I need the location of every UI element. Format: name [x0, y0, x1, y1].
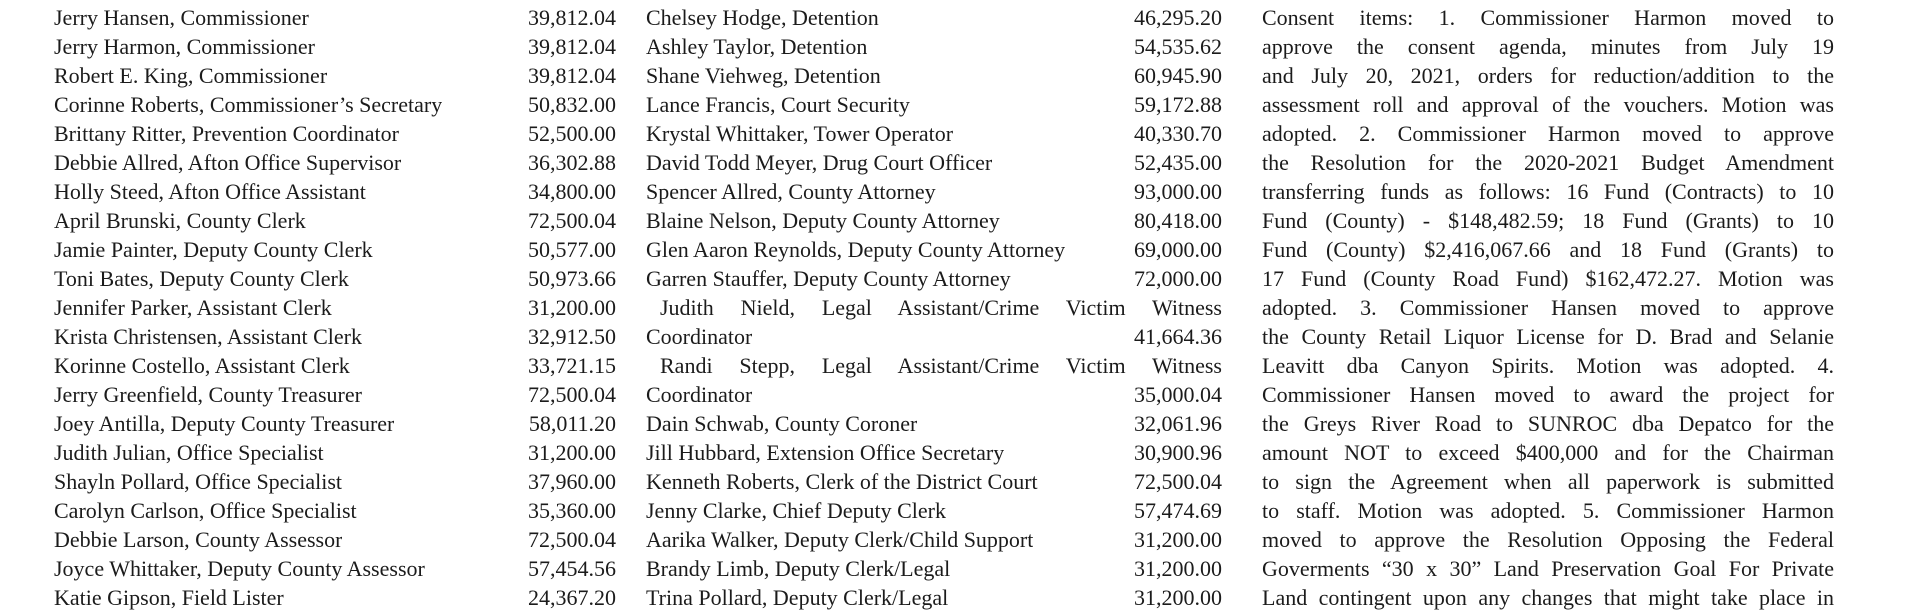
salary-row: [54, 409, 616, 438]
employee-name: Garren Stauffer, Deputy County Attorney: [646, 266, 1011, 291]
employee-name: Jerry Hansen, Commissioner: [54, 5, 309, 30]
salary-amount: 33,721.15: [528, 353, 616, 378]
salary-row: [54, 90, 616, 119]
employee-name-wrapped: Randi Stepp, Legal Assistant/Crime Victim Witness: [660, 353, 1222, 378]
minutes-line: amount NOT to exceed $400,000 and for the Chairman: [1262, 440, 1834, 465]
employee-name: Carolyn Carlson, Office Specialist: [54, 498, 357, 523]
minutes-line: the Resolution for the 2020-2021 Budget Amendment: [1262, 150, 1834, 175]
salary-amount: 32,912.50: [528, 324, 616, 349]
salary-amount: 72,500.04: [528, 208, 616, 233]
employee-name: Aarika Walker, Deputy Clerk/Child Support: [646, 527, 1034, 552]
minutes-line: to sign the Agreement when all paperwork is submitted: [1262, 469, 1834, 494]
salary-row: [54, 177, 616, 206]
employee-name: Robert E. King, Commissioner: [54, 63, 328, 88]
salary-amount: 69,000.00: [1134, 237, 1222, 262]
salary-amount: 39,812.04: [528, 5, 616, 30]
employee-name: Shane Viehweg, Detention: [646, 63, 881, 88]
salary-row: [646, 206, 1222, 235]
employee-name: Debbie Allred, Afton Office Supervisor: [54, 150, 402, 175]
salary-amount: 50,973.66: [528, 266, 616, 291]
minutes-line: Fund (County) - $148,482.59; 18 Fund (Grants) to 10: [1262, 208, 1834, 233]
salary-amount: 72,000.00: [1134, 266, 1222, 291]
salary-amount: 50,577.00: [528, 237, 616, 262]
salary-amount: 72,500.04: [528, 527, 616, 552]
salary-column-middle: [646, 3, 1222, 612]
employee-name: Jennifer Parker, Assistant Clerk: [54, 295, 332, 320]
employee-name: Jamie Painter, Deputy County Clerk: [54, 237, 373, 262]
salary-row: [646, 322, 1222, 351]
employee-name: Corinne Roberts, Commissioner’s Secretary: [54, 92, 443, 117]
salary-amount: 40,330.70: [1134, 121, 1222, 146]
salary-row: [646, 119, 1222, 148]
minutes-line: adopted. 2. Commissioner Harmon moved to approve: [1262, 121, 1834, 146]
employee-name: Lance Francis, Court Security: [646, 92, 910, 117]
employee-name: Glen Aaron Reynolds, Deputy County Attorney: [646, 237, 1066, 262]
employee-name: Holly Steed, Afton Office Assistant: [54, 179, 366, 204]
minutes-line: the County Retail Liquor License for D. Brad and Selanie: [1262, 324, 1834, 349]
salary-row: [646, 3, 1222, 32]
salary-row: [646, 496, 1222, 525]
salary-column-left: [54, 3, 616, 612]
employee-name: Ashley Taylor, Detention: [646, 34, 868, 59]
salary-row: [54, 438, 616, 467]
salary-row: [54, 322, 616, 351]
salary-amount: 31,200.00: [1134, 556, 1222, 581]
salary-row: [646, 177, 1222, 206]
minutes-line: Commissioner Hansen moved to award the project for: [1262, 382, 1834, 407]
employee-name: Brandy Limb, Deputy Clerk/Legal: [646, 556, 951, 581]
employee-name: Jill Hubbard, Extension Office Secretary: [646, 440, 1005, 465]
employee-name: Chelsey Hodge, Detention: [646, 5, 879, 30]
salary-amount: 32,061.96: [1134, 411, 1222, 436]
minutes-line: 17 Fund (County Road Fund) $162,472.27. Motion was: [1262, 266, 1834, 291]
minutes-line: Goverments “30 x 30” Land Preservation Goal For Private: [1262, 556, 1834, 581]
salary-row: [54, 525, 616, 554]
salary-row: [54, 3, 616, 32]
employee-name: Judith Julian, Office Specialist: [54, 440, 324, 465]
employee-name: Korinne Costello, Assistant Clerk: [54, 353, 350, 378]
salary-amount: 93,000.00: [1134, 179, 1222, 204]
salary-row: [54, 554, 616, 583]
salary-amount: 80,418.00: [1134, 208, 1222, 233]
salary-amount: 34,800.00: [528, 179, 616, 204]
minutes-line: Land contingent upon any changes that might take place in: [1262, 585, 1834, 610]
employee-name: Debbie Larson, County Assessor: [54, 527, 343, 552]
minutes-line: Leavitt dba Canyon Spirits. Motion was adopted. 4.: [1262, 353, 1834, 378]
salary-amount: 37,960.00: [528, 469, 616, 494]
minutes-line: moved to approve the Resolution Opposing the Federal: [1262, 527, 1834, 552]
employee-name: Toni Bates, Deputy County Clerk: [54, 266, 349, 291]
salary-row: [646, 467, 1222, 496]
employee-name: Trina Pollard, Deputy Clerk/Legal: [646, 585, 949, 610]
employee-name: Jenny Clarke, Chief Deputy Clerk: [646, 498, 946, 523]
salary-amount: 39,812.04: [528, 63, 616, 88]
employee-name: Blaine Nelson, Deputy County Attorney: [646, 208, 1000, 233]
employee-name: Joey Antilla, Deputy County Treasurer: [54, 411, 395, 436]
salary-row: [54, 119, 616, 148]
salary-row: [646, 409, 1222, 438]
salary-row: [646, 525, 1222, 554]
salary-amount: 39,812.04: [528, 34, 616, 59]
salary-amount: 31,200.00: [528, 440, 616, 465]
salary-amount: 72,500.04: [1134, 469, 1222, 494]
salary-row: [646, 380, 1222, 409]
salary-amount: 35,360.00: [528, 498, 616, 523]
salary-amount: 36,302.88: [528, 150, 616, 175]
employee-name: Spencer Allred, County Attorney: [646, 179, 936, 204]
salary-row: [646, 554, 1222, 583]
salary-row: [54, 148, 616, 177]
employee-name: David Todd Meyer, Drug Court Officer: [646, 150, 993, 175]
salary-row: [646, 438, 1222, 467]
salary-row: [646, 264, 1222, 293]
minutes-line: assessment roll and approval of the vouchers. Motion was: [1262, 92, 1834, 117]
salary-amount: 35,000.04: [1134, 382, 1222, 407]
salary-row: [54, 496, 616, 525]
salary-amount: 52,500.00: [528, 121, 616, 146]
employee-name: Coordinator: [646, 324, 753, 349]
salary-amount: 50,832.00: [528, 92, 616, 117]
employee-name: Joyce Whittaker, Deputy County Assessor: [54, 556, 425, 581]
salary-amount: 58,011.20: [528, 411, 616, 436]
minutes-line: approve the consent agenda, minutes from July 19: [1262, 34, 1834, 59]
salary-row: [54, 467, 616, 496]
employee-name: Kenneth Roberts, Clerk of the District Court: [646, 469, 1038, 494]
salary-amount: 72,500.04: [528, 382, 616, 407]
minutes-line: the Greys River Road to SUNROC dba Depatco for the: [1262, 411, 1834, 436]
employee-name: April Brunski, County Clerk: [54, 208, 306, 233]
salary-amount: 30,900.96: [1134, 440, 1222, 465]
minutes-line: adopted. 3. Commissioner Hansen moved to approve: [1262, 295, 1834, 320]
employee-name: Krystal Whittaker, Tower Operator: [646, 121, 954, 146]
salary-row: [646, 583, 1222, 612]
employee-name: Katie Gipson, Field Lister: [54, 585, 284, 610]
minutes-line: and July 20, 2021, orders for reduction/addition to the: [1262, 63, 1834, 88]
salary-amount: 31,200.00: [1134, 527, 1222, 552]
employee-name: Krista Christensen, Assistant Clerk: [54, 324, 362, 349]
employee-name: Dain Schwab, County Coroner: [646, 411, 918, 436]
minutes-line: Fund (County) $2,416,067.66 and 18 Fund (Grants) to: [1262, 237, 1834, 262]
salary-amount: 41,664.36: [1134, 324, 1222, 349]
salary-row: [54, 32, 616, 61]
salary-amount: 59,172.88: [1134, 92, 1222, 117]
employee-name: Brittany Ritter, Prevention Coordinator: [54, 121, 399, 146]
salary-row: [54, 61, 616, 90]
minutes-line: to staff. Motion was adopted. 5. Commissioner Harmon: [1262, 498, 1834, 523]
minutes-line: transferring funds as follows: 16 Fund (Contracts) to 10: [1262, 179, 1834, 204]
employee-name: Shayln Pollard, Office Specialist: [54, 469, 342, 494]
salary-row: [646, 61, 1222, 90]
salary-row: [54, 351, 616, 380]
salary-row: [54, 206, 616, 235]
employee-name-wrapped: Judith Nield, Legal Assistant/Crime Victim Witness: [660, 295, 1222, 320]
salary-row: [54, 235, 616, 264]
salary-amount: 46,295.20: [1134, 5, 1222, 30]
salary-amount: 24,367.20: [528, 585, 616, 610]
salary-amount: 57,454.56: [528, 556, 616, 581]
salary-row: [646, 32, 1222, 61]
salary-amount: 54,535.62: [1134, 34, 1222, 59]
salary-row: [54, 293, 616, 322]
salary-row: [54, 380, 616, 409]
employee-name: Jerry Harmon, Commissioner: [54, 34, 315, 59]
salary-row: [54, 583, 616, 612]
employee-name: Jerry Greenfield, County Treasurer: [54, 382, 362, 407]
salary-row: [646, 148, 1222, 177]
salary-row: [54, 264, 616, 293]
salary-amount: 52,435.00: [1134, 150, 1222, 175]
salary-row: [646, 90, 1222, 119]
salary-amount: 31,200.00: [1134, 585, 1222, 610]
minutes-column: [1262, 3, 1834, 612]
salary-row: [646, 235, 1222, 264]
salary-amount: 57,474.69: [1134, 498, 1222, 523]
salary-amount: 60,945.90: [1134, 63, 1222, 88]
employee-name: Coordinator: [646, 382, 753, 407]
salary-amount: 31,200.00: [528, 295, 616, 320]
minutes-line: Consent items: 1. Commissioner Harmon moved to: [1262, 5, 1834, 30]
